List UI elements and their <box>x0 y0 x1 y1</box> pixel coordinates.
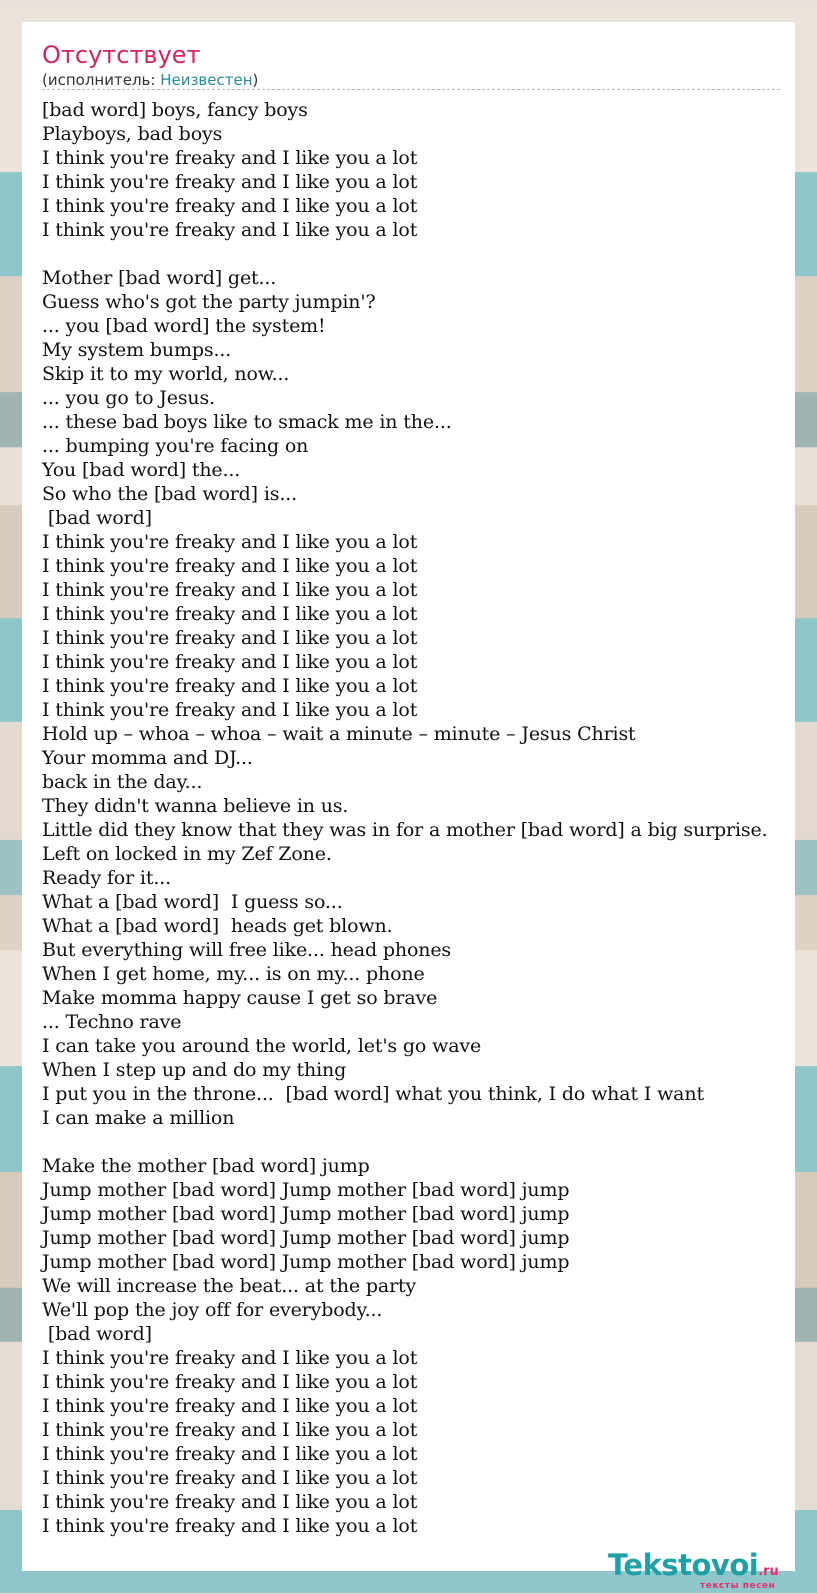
lyric-line: I think you're freaky and I like you a lot <box>42 171 418 193</box>
lyrics-text <box>42 98 802 1538</box>
lyric-line: Make momma happy cause I get so brave <box>42 987 438 1009</box>
lyrics-card <box>22 22 795 1591</box>
header-divider <box>42 89 780 90</box>
lyric-line: But everything will free like... head phones <box>42 939 452 961</box>
lyric-line: Your momma and DJ... <box>42 747 253 769</box>
lyric-line: I think you're freaky and I like you a lot <box>42 579 418 601</box>
lyric-line: ... you [bad word] the system! <box>42 315 326 337</box>
lyric-line: Left on locked in my Zef Zone. <box>42 843 332 865</box>
lyric-line: I think you're freaky and I like you a lot <box>42 1347 418 1369</box>
logo-tagline: тексты песен <box>700 1581 776 1591</box>
lyric-line: I think you're freaky and I like you a lot <box>42 627 418 649</box>
lyric-line: I think you're freaky and I like you a lot <box>42 1515 418 1537</box>
lyric-line: I think you're freaky and I like you a lot <box>42 1491 418 1513</box>
lyric-line: I think you're freaky and I like you a lot <box>42 147 418 169</box>
lyric-line: What a [bad word] heads get blown. <box>42 915 393 937</box>
lyric-line: [bad word] <box>42 1323 152 1345</box>
lyric-line: I think you're freaky and I like you a lot <box>42 555 418 577</box>
lyric-line: My system bumps... <box>42 339 232 361</box>
artist-line <box>42 70 776 90</box>
lyric-line: Mother [bad word] get... <box>42 267 277 289</box>
lyric-line: I think you're freaky and I like you a lot <box>42 1443 418 1465</box>
lyric-line: I think you're freaky and I like you a lot <box>42 651 418 673</box>
lyric-line: So who the [bad word] is... <box>42 483 298 505</box>
artist-link[interactable]: Неизвестен <box>160 71 253 89</box>
song-header <box>42 40 776 90</box>
lyric-line: Jump mother [bad word] Jump mother [bad word] jump <box>42 1251 570 1273</box>
artist-prefix: (исполнитель: <box>42 71 161 89</box>
lyric-line: Little did they know that they was in for a mother [bad word] a big surprise. <box>42 819 768 841</box>
lyric-line: I put you in the throne... [bad word] what you think, I do what I want <box>42 1083 704 1105</box>
lyric-line: I think you're freaky and I like you a lot <box>42 219 418 241</box>
lyric-line: ... bumping you're facing on <box>42 435 309 457</box>
lyric-line: I think you're freaky and I like you a lot <box>42 1467 418 1489</box>
song-title: Отсутствует <box>42 41 201 69</box>
lyric-line: I can make a million <box>42 1107 235 1129</box>
lyric-line: I can take you around the world, let's go wave <box>42 1035 482 1057</box>
lyric-line: [bad word] <box>42 507 152 529</box>
lyric-line: What a [bad word] I guess so... <box>42 891 343 913</box>
lyric-line: We'll pop the joy off for everybody... <box>42 1299 383 1321</box>
lyric-line: When I get home, my... is on my... phone <box>42 963 425 985</box>
lyric-line: I think you're freaky and I like you a lot <box>42 531 418 553</box>
lyric-line <box>42 1130 802 1154</box>
lyric-line: Playboys, bad boys <box>42 123 223 145</box>
lyric-line: When I step up and do my thing <box>42 1059 347 1081</box>
site-logo[interactable] <box>608 1550 808 1594</box>
lyric-line: Skip it to my world, now... <box>42 363 290 385</box>
lyric-line: Make the mother [bad word] jump <box>42 1155 370 1177</box>
artist-suffix: ) <box>252 71 259 89</box>
lyric-line: ... these bad boys like to smack me in the... <box>42 411 452 433</box>
lyric-line: Jump mother [bad word] Jump mother [bad word] jump <box>42 1227 570 1249</box>
logo-name: Tekstovoi <box>608 1548 759 1582</box>
lyric-line: ... you go to Jesus. <box>42 387 216 409</box>
lyric-line: I think you're freaky and I like you a lot <box>42 1395 418 1417</box>
lyric-line: back in the day... <box>42 771 203 793</box>
lyric-line: [bad word] boys, fancy boys <box>42 99 308 121</box>
lyric-line <box>42 242 802 266</box>
lyric-line: Jump mother [bad word] Jump mother [bad word] jump <box>42 1203 570 1225</box>
lyric-line: You [bad word] the... <box>42 459 241 481</box>
lyric-line: I think you're freaky and I like you a lot <box>42 195 418 217</box>
lyric-line: Jump mother [bad word] Jump mother [bad word] jump <box>42 1179 570 1201</box>
lyric-line: I think you're freaky and I like you a lot <box>42 675 418 697</box>
lyric-line: I think you're freaky and I like you a lot <box>42 699 418 721</box>
lyric-line: Ready for it... <box>42 867 171 889</box>
lyric-line: I think you're freaky and I like you a lot <box>42 603 418 625</box>
lyric-line: ... Techno rave <box>42 1011 182 1033</box>
lyric-line: I think you're freaky and I like you a lot <box>42 1419 418 1441</box>
lyric-line: I think you're freaky and I like you a lot <box>42 1371 418 1393</box>
logo-tld: .ru <box>758 1564 779 1579</box>
lyric-line: They didn't wanna believe in us. <box>42 795 349 817</box>
lyric-line: We will increase the beat... at the party <box>42 1275 417 1297</box>
lyric-line: Guess who's got the party jumpin'? <box>42 291 376 313</box>
lyric-line: Hold up – whoa – whoa – wait a minute – minute – Jesus Christ <box>42 723 636 745</box>
